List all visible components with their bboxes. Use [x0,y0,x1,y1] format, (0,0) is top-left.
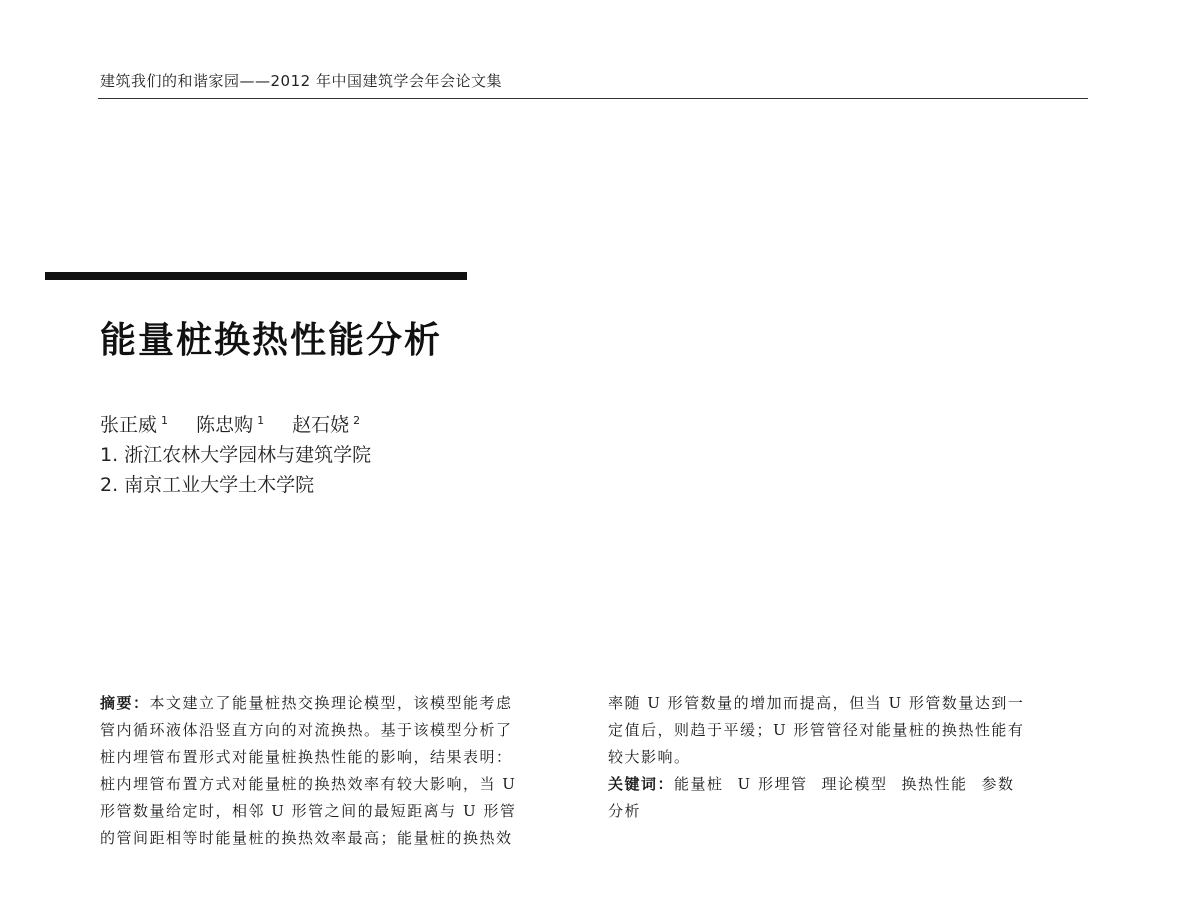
author-line [100,406,382,440]
abstract-line: 桩内埋管布置方式对能量桩的换热效率有较大影响，当 U [100,775,517,793]
keyword: 参数 [981,775,1015,793]
keywords-label: 关键词： [608,775,675,793]
abstract-line: 的管间距相等时能量桩的换热效率最高；能量桩的换热效 [100,829,513,847]
title-bar [45,272,467,280]
abstract-line: 管内循环液体沿竖直方向的对流换热。基于该模型分析了 [100,721,513,739]
author-block [100,406,382,500]
affiliation: 2. 南京工业大学土木学院 [100,474,315,497]
abstract-line: 摘要：本文建立了能量桩热交换理论模型，该模型能考虑 [100,694,513,712]
abstract-line: 桩内埋管布置形式对能量桩换热性能的影响，结果表明： [100,748,513,766]
paper-title: 能量桩换热性能分析 [100,320,443,361]
author: 赵石娆 $^2$ [292,414,361,437]
keyword: U 形埋管 [737,775,808,793]
abstract-column-right [608,690,1090,825]
keywords-line [608,771,1090,798]
header-rule [98,98,1088,99]
abstract-line: 率随 U 形管数量的增加而提高，但当 U 形管数量达到一 [608,694,1025,712]
keyword: 换热性能 [901,775,968,793]
keyword: 理论模型 [821,775,888,793]
abstract-label: 摘要： [100,694,150,712]
keyword: 能量桩 [674,775,724,793]
author: 张正威 $^1$ [100,414,169,437]
keyword-continuation: 分析 [608,802,642,820]
abstract-line: 定值后，则趋于平缓；U 形管管径对能量桩的换热性能有 [608,721,1025,739]
author: 陈忠购 $^1$ [196,414,265,437]
affiliation: 1. 浙江农林大学园林与建筑学院 [100,444,372,467]
abstract-line: 较大影响。 [608,748,691,766]
abstract-column-left [100,690,582,852]
running-header: 建筑我们的和谐家园——2012 年中国建筑学会年会论文集 [100,72,502,90]
abstract-line: 形管数量给定时，相邻 U 形管之间的最短距离与 U 形管 [100,802,517,820]
